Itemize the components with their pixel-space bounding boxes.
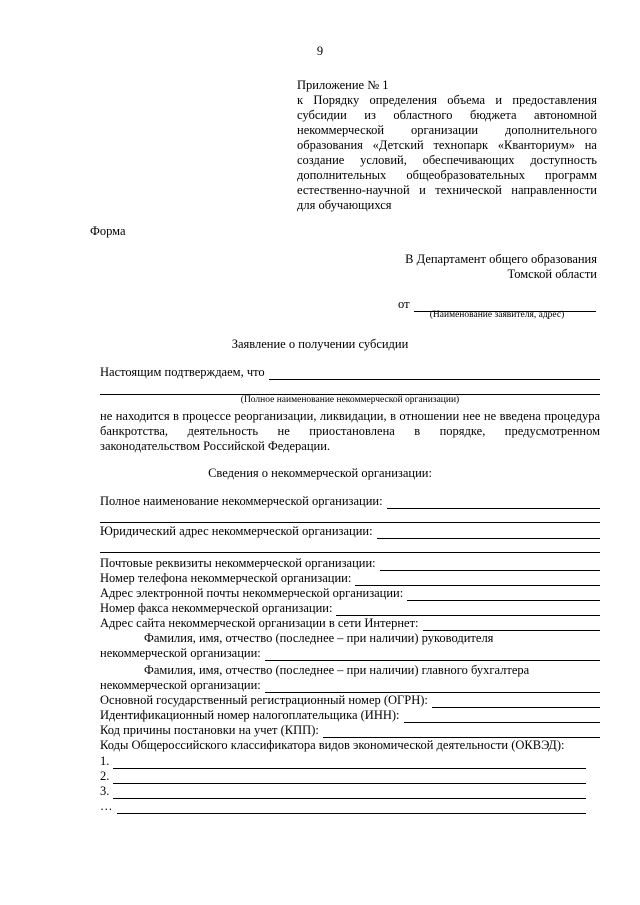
okved-label: Коды Общероссийского классификатора видов экономической деятельности (ОКВЭД): [100, 738, 565, 752]
postal-field[interactable] [380, 558, 600, 571]
ogrn-row [100, 693, 600, 708]
inn-row [100, 708, 600, 723]
okved-item-field-4[interactable] [117, 801, 587, 814]
kpp-field[interactable] [323, 725, 600, 738]
ogrn-field[interactable] [432, 695, 600, 708]
postal-label: Почтовые реквизиты некоммерческой организации: [100, 556, 376, 570]
legal-address-field[interactable] [377, 526, 600, 539]
appendix-text: к Порядку определения объема и предоставления субсидии из областного бюджета автономной некоммерческой организации дополнительного образования «Детский технопарк «Кванториум» на создание условий, обеспечивающих доступность дополнительных общеобразовательных программ естественно-научной и технической направленности для обучающихся [297, 93, 597, 212]
legal-address-field-line-2[interactable] [100, 552, 600, 553]
addressee-line-1: В Департамент общего образования [405, 252, 597, 266]
full-name-label: Полное наименование некоммерческой организации: [100, 494, 383, 508]
ogrn-label: Основной государственный регистрационный номер (ОГРН): [100, 693, 428, 707]
confirm-row [100, 365, 600, 380]
from-label: от [398, 297, 410, 311]
applicant-caption: (Наименование заявителя, адрес) [429, 310, 565, 320]
head-row [100, 631, 600, 646]
confirm-text: не находится в процессе реорганизации, ликвидации, в отношении нее не введена процедура банкротства, деятельность не приостановлена в порядке, предусмотренном законодательством Российской Федерации. [100, 409, 600, 453]
phone-label: Номер телефона некоммерческой организации: [100, 571, 352, 585]
okved-row [100, 738, 600, 753]
inn-label: Идентификационный номер налогоплательщика (ИНН): [100, 708, 400, 722]
confirm-label: Настоящим подтверждаем, что [100, 365, 265, 379]
head-row-2 [100, 646, 600, 661]
page-number: 9 [316, 44, 324, 58]
website-field[interactable] [423, 618, 600, 631]
phone-field[interactable] [355, 573, 600, 586]
email-row [100, 586, 600, 601]
email-label: Адрес электронной почты некоммерческой организации: [100, 586, 404, 600]
head-label-line-2: некоммерческой организации: [100, 646, 261, 660]
inn-field[interactable] [404, 710, 600, 723]
addressee [405, 252, 597, 282]
okved-item-number: 2. [100, 769, 110, 783]
okved-item [100, 769, 586, 784]
okved-item [100, 784, 586, 799]
head-field[interactable] [265, 648, 600, 661]
appendix-title: Приложение № 1 [297, 78, 389, 92]
okved-item [100, 799, 586, 814]
legal-address-row [100, 524, 600, 539]
website-label: Адрес сайта некоммерческой организации в сети Интернет: [100, 616, 419, 630]
phone-row [100, 571, 600, 586]
okved-item-number: 1. [100, 754, 110, 768]
statement-title: Заявление о получении субсидии [231, 337, 409, 351]
okved-item-field-2[interactable] [113, 771, 586, 784]
postal-row [100, 556, 600, 571]
email-field[interactable] [407, 588, 600, 601]
full-name-field[interactable] [387, 496, 600, 509]
okved-item-number: 3. [100, 784, 110, 798]
okved-item-field-1[interactable] [113, 756, 586, 769]
accountant-label-line-1: Фамилия, имя, отчество (последнее – при наличии) главного бухгалтера [144, 663, 530, 677]
okved-item-field-3[interactable] [113, 786, 586, 799]
website-row [100, 616, 600, 631]
fax-label: Номер факса некоммерческой организации: [100, 601, 333, 615]
accountant-field[interactable] [265, 680, 600, 693]
kpp-label: Код причины постановки на учет (КПП): [100, 723, 319, 737]
org-name-caption: (Полное наименование некоммерческой организации) [240, 395, 460, 405]
org-name-field[interactable] [269, 367, 600, 380]
kpp-row [100, 723, 600, 738]
accountant-row-2 [100, 678, 600, 693]
fax-row [100, 601, 600, 616]
fax-field[interactable] [336, 603, 600, 616]
full-name-field-line-2[interactable] [100, 522, 600, 523]
accountant-row [100, 663, 600, 678]
addressee-line-2: Томской области [507, 267, 597, 281]
legal-address-label: Юридический адрес некоммерческой организации: [100, 524, 373, 538]
okved-item-number: … [100, 799, 113, 813]
form-label: Форма [90, 224, 126, 238]
accountant-label-line-2: некоммерческой организации: [100, 678, 261, 692]
full-name-row [100, 494, 600, 509]
okved-item [100, 754, 586, 769]
head-label-line-1: Фамилия, имя, отчество (последнее – при наличии) руководителя [144, 631, 494, 645]
info-title: Сведения о некоммерческой организации: [208, 466, 432, 480]
appendix-header [297, 78, 597, 213]
